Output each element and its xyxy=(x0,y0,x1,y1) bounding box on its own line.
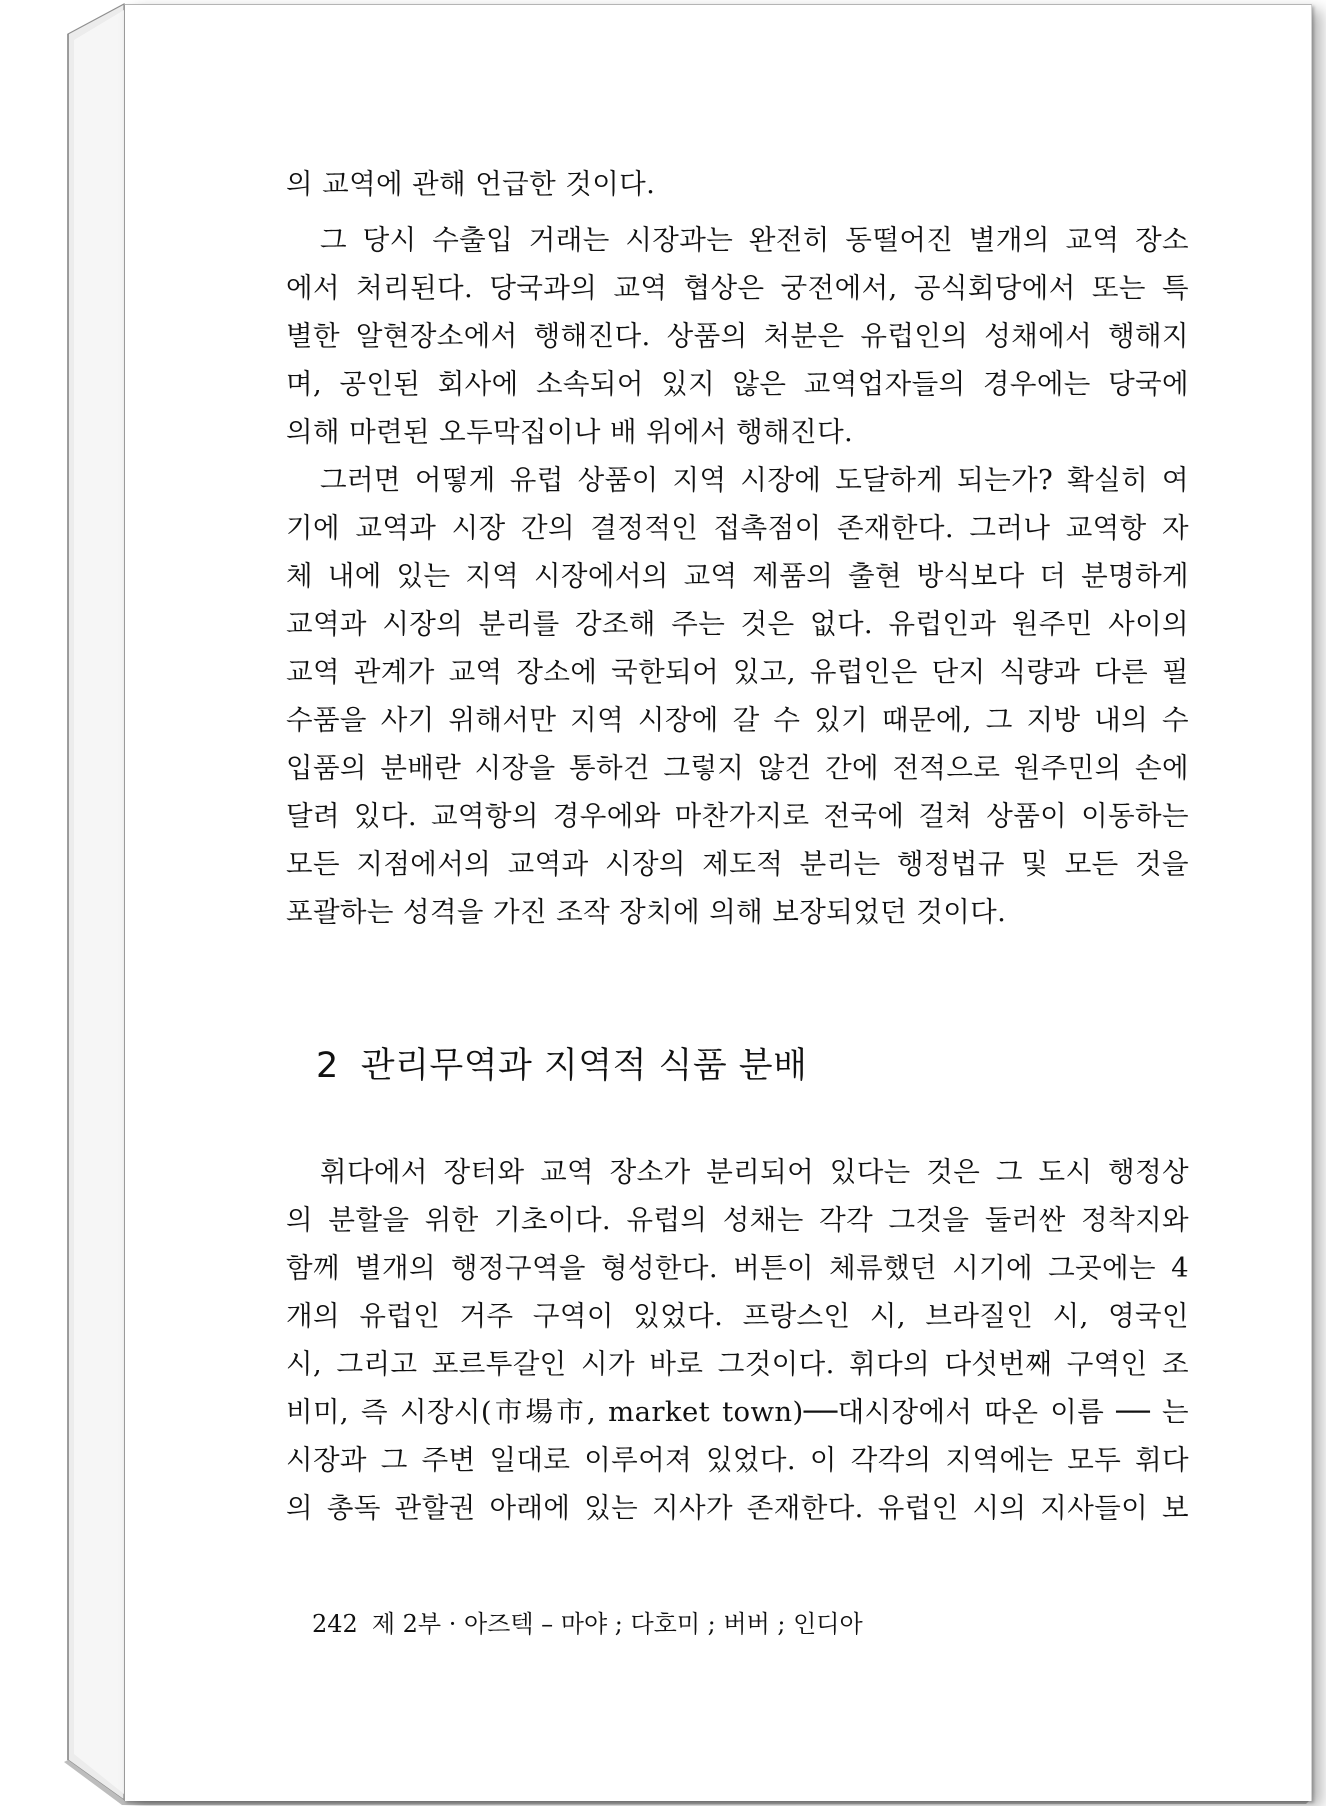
paragraph-1 xyxy=(286,160,1189,208)
text-line: 휘다에서 장터와 교역 장소가 분리되어 있다는 것은 그 도시 행정상 xyxy=(320,1156,1189,1188)
text-line: 시, 그리고 포르투갈인 시가 바로 그것이다. 휘다의 다섯번째 구역인 조 xyxy=(286,1348,1189,1380)
text-line: 교역과 시장의 분리를 강조해 주는 것은 없다. 유럽인과 원주민 사이의 xyxy=(286,608,1189,640)
running-title: 제 2부 · 아즈텍 – 마야 ; 다호미 ; 버버 ; 인디아 xyxy=(371,1610,863,1638)
text-line: 그러면 어떻게 유럽 상품이 지역 시장에 도달하게 되는가? 확실히 여 xyxy=(320,464,1189,496)
paragraph-4 xyxy=(286,1148,1189,1532)
text-line: 그 당시 수출입 거래는 시장과는 완전히 동떨어진 별개의 교역 장소 xyxy=(320,224,1189,256)
paragraph-2 xyxy=(286,216,1189,456)
text-line: 교역 관계가 교역 장소에 국한되어 있고, 유럽인은 단지 식량과 다른 필 xyxy=(286,656,1189,688)
text-line: 의 총독 관할권 아래에 있는 지사가 존재한다. 유럽인 시의 지사들이 보 xyxy=(286,1492,1189,1524)
text-line: 며, 공인된 회사에 소속되어 있지 않은 교역업자들의 경우에는 당국에 xyxy=(286,368,1189,400)
section-title: 관리무역과 지역적 식품 분배 xyxy=(360,1046,808,1086)
text-line: 별한 알현장소에서 행해진다. 상품의 처분은 유럽인의 성채에서 행해지 xyxy=(286,320,1189,352)
text-line: 에서 처리된다. 당국과의 교역 협상은 궁전에서, 공식회당에서 또는 특 xyxy=(286,272,1189,304)
text-line: 입품의 분배란 시장을 통하건 그렇지 않건 간에 전적으로 원주민의 손에 xyxy=(286,752,1189,784)
text-line: 포괄하는 성격을 가진 조작 장치에 의해 보장되었던 것이다. xyxy=(286,896,1007,928)
text-line: 비미, 즉 시장시(市場市, market town)──대시장에서 따온 이름 ── 는 xyxy=(286,1396,1189,1428)
text-line: 시장과 그 주변 일대로 이루어져 있었다. 이 각각의 지역에는 모두 휘다 xyxy=(286,1444,1189,1476)
text-line: 체 내에 있는 지역 시장에서의 교역 제품의 출현 방식보다 더 분명하게 xyxy=(286,560,1189,592)
text-line: 개의 유럽인 거주 구역이 있었다. 프랑스인 시, 브라질인 시, 영국인 xyxy=(286,1300,1189,1332)
section-number: 2 xyxy=(316,1046,339,1086)
text-line: 함께 별개의 행정구역을 형성한다. 버튼이 체류했던 시기에 그곳에는 4 xyxy=(286,1252,1189,1284)
section-heading xyxy=(316,1038,807,1088)
text-line: 의 분할을 위한 기초이다. 유럽의 성채는 각각 그것을 둘러싼 정착지와 xyxy=(286,1204,1189,1236)
text-line: 모든 지점에서의 교역과 시장의 제도적 분리는 행정법규 및 모든 것을 xyxy=(286,848,1189,880)
page-footer xyxy=(312,1604,863,1639)
paragraph-3 xyxy=(286,456,1189,936)
text-line: 달려 있다. 교역항의 경우에와 마찬가지로 전국에 걸쳐 상품이 이동하는 xyxy=(286,800,1189,832)
page-number: 242 xyxy=(312,1610,358,1638)
text-line: 의해 마련된 오두막집이나 배 위에서 행해진다. xyxy=(286,416,854,448)
text-line: 수품을 사기 위해서만 지역 시장에 갈 수 있기 때문에, 그 지방 내의 수 xyxy=(286,704,1189,736)
text-line: 기에 교역과 시장 간의 결정적인 접촉점이 존재한다. 그러나 교역항 자 xyxy=(286,512,1189,544)
text-line: 의 교역에 관해 언급한 것이다. xyxy=(286,168,656,200)
